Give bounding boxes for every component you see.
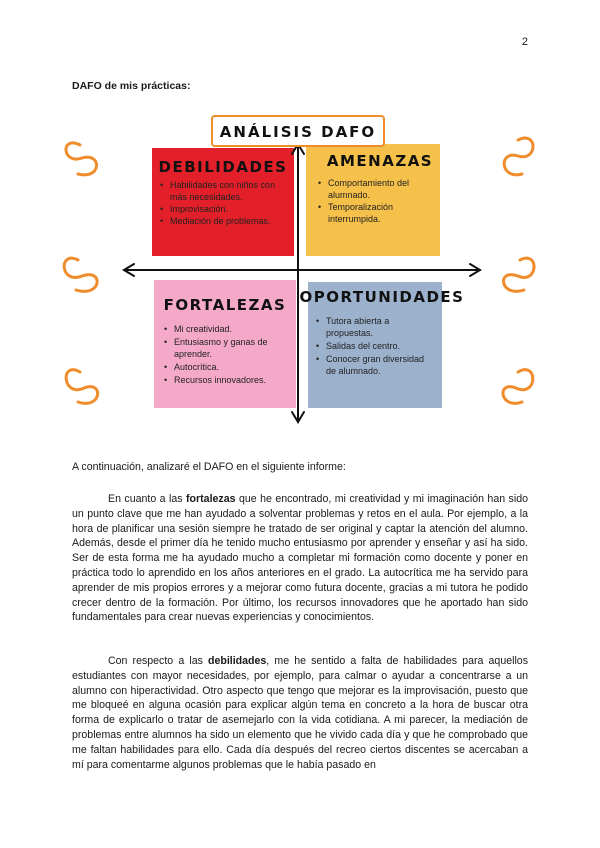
- ornament-loop: [504, 138, 533, 175]
- banner-title: ANÁLISIS DAFO: [219, 123, 377, 141]
- list-item: Salidas del centro.: [326, 341, 401, 351]
- bullet-icon: •: [316, 316, 320, 326]
- right-ornaments: [503, 138, 534, 403]
- list-item: Habilidades con niños con: [170, 180, 276, 190]
- bullet-icon: •: [318, 202, 322, 212]
- list-item: Tutora abierta a: [326, 316, 390, 326]
- list-item: Mi creatividad.: [174, 324, 233, 334]
- banner: [212, 116, 384, 146]
- ornament-loop: [64, 258, 97, 291]
- bullet-icon: •: [164, 337, 168, 347]
- bullet-icon: •: [164, 324, 168, 334]
- debilidades-title: DEBILIDADES: [158, 158, 288, 176]
- list-item: Comportamiento del: [328, 178, 410, 188]
- list-item: interrumpida.: [328, 214, 381, 224]
- oportunidades-title: OPORTUNIDADES: [299, 288, 465, 306]
- amenazas-title: AMENAZAS: [326, 152, 434, 170]
- dafo-infographic: [60, 110, 540, 430]
- bullet-icon: •: [160, 204, 164, 214]
- list-item: de alumnado.: [326, 366, 381, 376]
- list-item: Recursos innovadores.: [174, 375, 267, 385]
- list-item: más necesidades.: [170, 192, 243, 202]
- list-item: Autocrítica.: [174, 362, 220, 372]
- list-item: Conocer gran diversidad: [326, 354, 425, 364]
- bullet-icon: •: [164, 375, 168, 385]
- bullet-icon: •: [318, 178, 322, 188]
- paragraph-text: que he encontrado, mi creatividad y mi imaginación han sido un punto clave que me han ayudado a solventar problemas y retos en el aula. Por ejemplo, a la hora de planificar una sesión siempre he tratado de ser original y captar la atención del alumno. Además, desde el primer día he tenido mucho entusiasmo por aprender y enseñar y así ha sido. Ser de esta forma me ha ayudado mucho a completar mi formación como docente y poner en práctica todo lo aprendido en los años anteriores en el grado. La autocrítica me ha servido para aprender de mis propios errores y a mejorar como futura docente, gracias a mi tutora he podido crecer dentro de la formación. Por último, los recursos innovadores que he aportado han sido fundamentales para crear nuevas experiencias y conocimientos.: [72, 493, 528, 624]
- bold-keyword: debilidades: [208, 655, 267, 667]
- page-number: 2: [521, 36, 528, 48]
- ornament-loop: [66, 143, 97, 175]
- ornament-loop: [504, 258, 534, 291]
- list-item: propuestas.: [326, 328, 374, 338]
- bullet-icon: •: [160, 216, 164, 226]
- paragraph-text: Con respecto a las: [108, 655, 209, 667]
- fortalezas-title: FORTALEZAS: [163, 296, 287, 314]
- list-item: aprender.: [174, 349, 213, 359]
- list-item: Entusiasmo y ganas de: [174, 337, 268, 347]
- list-item: Mediación de problemas.: [170, 216, 271, 226]
- bullet-icon: •: [160, 180, 164, 190]
- paragraph-text: En cuanto a las: [108, 493, 187, 505]
- bullet-icon: •: [316, 341, 320, 351]
- bullet-icon: •: [316, 354, 320, 364]
- list-item: Improvisación.: [170, 204, 229, 214]
- document-heading: DAFO de mis prácticas:: [72, 80, 191, 92]
- bold-keyword: fortalezas: [186, 493, 236, 505]
- ornament-loop: [503, 370, 533, 404]
- left-ornaments: [64, 143, 97, 403]
- list-item: Temporalización: [328, 202, 394, 212]
- intro-text: A continuación, analizaré el DAFO en el siguiente informe:: [72, 461, 346, 473]
- bullet-icon: •: [164, 362, 168, 372]
- list-item: alumnado.: [328, 190, 371, 200]
- paragraph-debilidades: [72, 654, 528, 772]
- ornament-loop: [66, 370, 97, 404]
- paragraph-fortalezas: [72, 492, 528, 625]
- paragraph-text: , me he sentido a falta de habilidades para aquellos estudiantes con mayor necesidades, por ejemplo, para calmar o ayudar a concentrarse a un alumno con hiperactividad. Otro aspecto que tengo que mejorar es la improvisación, puesto que me bloqueé en alguna ocasión para explicar algún tema en concreto a la hora de buscar otra forma de explicarlo o tratar de asemejarlo con la vida cotidiana. A mi parecer, la mediación de problemas entre alumnos ha sido un elemento que he vivido cada día y que he comprobado que me faltan habilidades para ello. Cada día después del recreo ciertos discentes se acercaban a mí para comentarme algunos problemas que le había pasado en: [72, 655, 528, 771]
